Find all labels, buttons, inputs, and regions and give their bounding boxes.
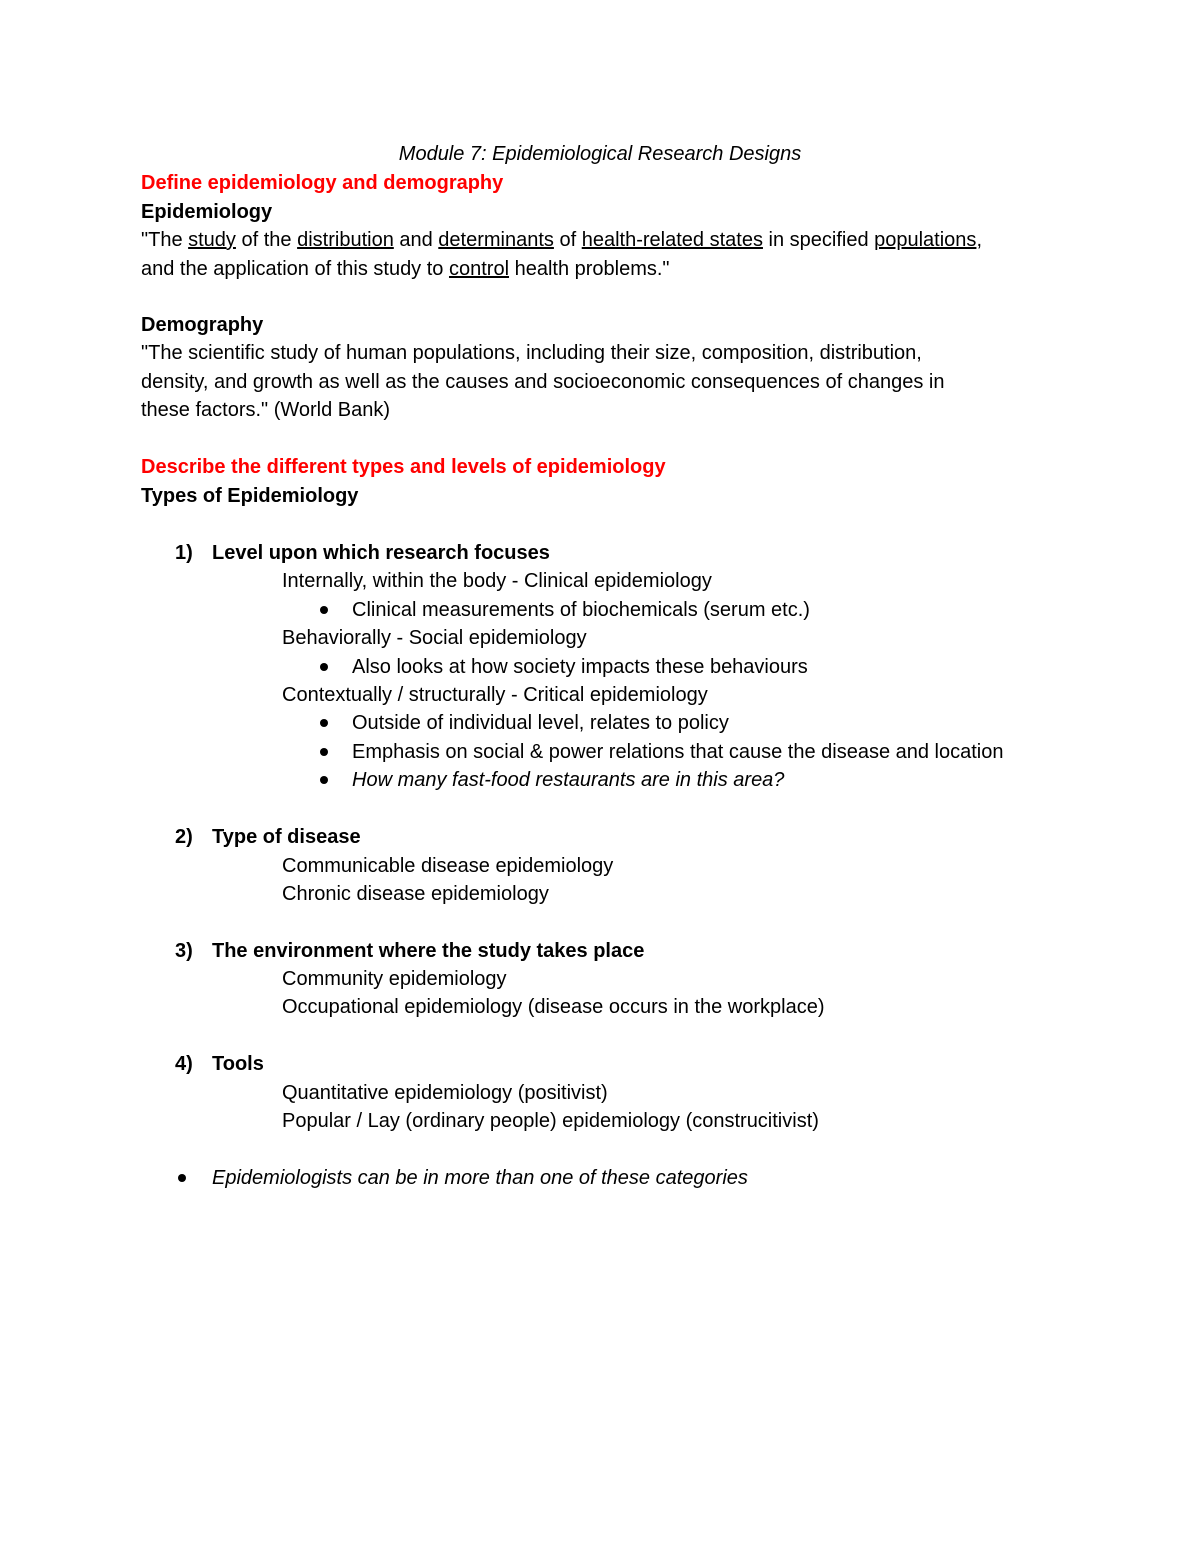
sub-item: Community epidemiology [282, 968, 507, 990]
sub-item: Quantitative epidemiology (positivist) [282, 1082, 608, 1104]
sub-item: Occupational epidemiology (disease occurs in the workplace) [282, 996, 825, 1018]
bullet-icon [320, 663, 328, 671]
bullet-icon [320, 748, 328, 756]
term-epidemiology: Epidemiology [141, 201, 273, 223]
list-item-label: Tools [212, 1053, 264, 1075]
bullet-icon [320, 719, 328, 727]
sub-item: Internally, within the body - Clinical epidemiology [282, 570, 712, 592]
sub-item: Behaviorally - Social epidemiology [282, 627, 587, 649]
bullet-icon [178, 1174, 186, 1182]
bullet-icon [320, 606, 328, 614]
sub-item: Chronic disease epidemiology [282, 883, 549, 905]
bullet-item: Clinical measurements of biochemicals (serum etc.) [352, 599, 810, 621]
list-number: 3) [175, 940, 193, 962]
bullet-item: Emphasis on social & power relations that cause the disease and location [352, 741, 1004, 763]
section-heading-define: Define epidemiology and demography [141, 172, 504, 194]
demography-definition-line-3: these factors." (World Bank) [141, 399, 391, 421]
epidemiology-definition-line-1: "The study of the distribution and determinants of health-related states in specified populations, [141, 229, 982, 251]
note-italic: Epidemiologists can be in more than one of these categories [212, 1167, 748, 1189]
demography-definition-line-2: density, and growth as well as the causes and socioeconomic consequences of changes in [141, 371, 945, 393]
sub-item: Popular / Lay (ordinary people) epidemiology (construcitivist) [282, 1110, 819, 1132]
list-item-label: Type of disease [212, 826, 361, 848]
bullet-item: Outside of individual level, relates to policy [352, 712, 729, 734]
list-item-label: Level upon which research focuses [212, 542, 550, 564]
page-title: Module 7: Epidemiological Research Designs [398, 143, 802, 165]
bullet-item-italic: How many fast-food restaurants are in this area? [352, 769, 785, 791]
term-demography: Demography [141, 314, 264, 336]
list-number: 2) [175, 826, 193, 848]
sub-item: Communicable disease epidemiology [282, 855, 614, 877]
demography-definition-line-1: "The scientific study of human populations, including their size, composition, distribution, [141, 342, 922, 364]
list-item-label: The environment where the study takes place [212, 940, 645, 962]
list-number: 1) [175, 542, 193, 564]
sub-item: Contextually / structurally - Critical epidemiology [282, 684, 708, 706]
list-number: 4) [175, 1053, 193, 1075]
section-heading-types: Describe the different types and levels of epidemiology [141, 456, 666, 478]
bullet-icon [320, 776, 328, 784]
subheading-types: Types of Epidemiology [141, 485, 359, 507]
epidemiology-definition-line-2: and the application of this study to control health problems." [141, 258, 670, 280]
bullet-item: Also looks at how society impacts these behaviours [352, 656, 808, 678]
